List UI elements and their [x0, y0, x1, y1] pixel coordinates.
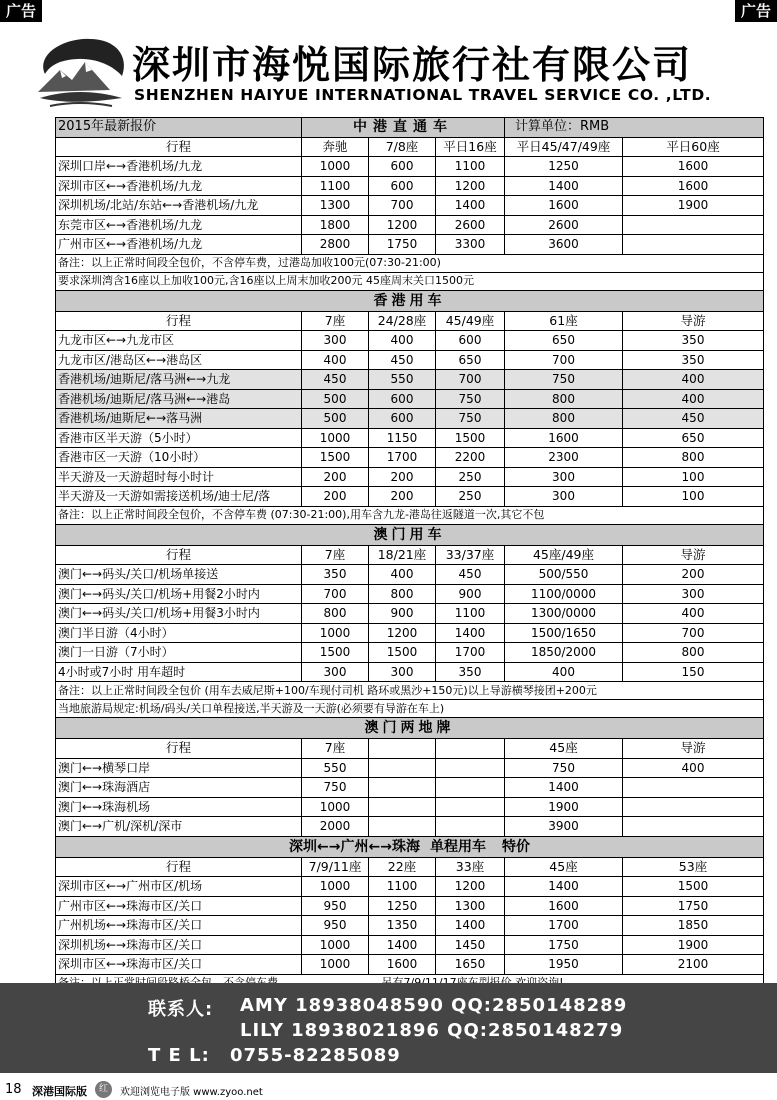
route-cell: 澳门←→广机/深机/深市: [56, 817, 302, 837]
tel-number: 0755-82285089: [230, 1045, 401, 1066]
price-cell: 1000: [302, 955, 369, 975]
price-cell: 1100: [369, 877, 436, 897]
header-row: [56, 739, 764, 759]
price-cell: 550: [369, 370, 436, 390]
note-row: [56, 272, 764, 290]
price-cell: 24/28座: [369, 311, 436, 331]
price-cell: 950: [302, 916, 369, 936]
sz-gz-zh-title: [56, 836, 764, 857]
price-cell: 700: [436, 370, 505, 390]
price-cell: 700: [623, 623, 764, 643]
price-cell: 300: [302, 662, 369, 682]
price-cell: 1100: [436, 157, 505, 177]
route-cell: 广州市区←→珠海市区/关口: [56, 896, 302, 916]
price-cell: 2600: [436, 215, 505, 235]
price-cell: [623, 235, 764, 255]
price-cell: 2300: [505, 448, 623, 468]
route-cell: 香港机场/迪斯尼←→落马洲: [56, 409, 302, 429]
price-cell: [623, 778, 764, 798]
price-cell: 1600: [505, 428, 623, 448]
price-cell: 导游: [623, 739, 764, 759]
price-cell: 300: [505, 487, 623, 507]
price-cell: 1400: [505, 778, 623, 798]
price-cell: 700: [505, 350, 623, 370]
table-row: [56, 409, 764, 429]
price-cell: 1600: [623, 176, 764, 196]
price-cell: 100: [623, 487, 764, 507]
note-row: [56, 506, 764, 524]
price-cell: 33座: [436, 857, 505, 877]
price-cell: 400: [623, 370, 764, 390]
price-cell: 450: [369, 350, 436, 370]
page-footer: [0, 1078, 777, 1100]
price-cell: 400: [505, 662, 623, 682]
table-row: [56, 176, 764, 196]
price-cell: 1700: [369, 448, 436, 468]
price-cell: 7/8座: [369, 137, 436, 157]
price-cell: 61座: [505, 311, 623, 331]
price-cell: 800: [505, 409, 623, 429]
price-cell: 1600: [505, 896, 623, 916]
price-cell: 350: [302, 565, 369, 585]
price-cell: 1900: [505, 797, 623, 817]
price-cell: 1300: [302, 196, 369, 216]
price-cell: 33/37座: [436, 545, 505, 565]
route-cell: 香港机场/迪斯尼/落马洲←→九龙: [56, 370, 302, 390]
price-cell: 900: [436, 584, 505, 604]
price-cell: 7座: [302, 311, 369, 331]
table-row: [56, 662, 764, 682]
table-row: [56, 487, 764, 507]
price-cell: 400: [623, 389, 764, 409]
price-cell: 700: [302, 584, 369, 604]
price-cell: 平日45/47/49座: [505, 137, 623, 157]
header-row: [56, 857, 764, 877]
price-cell: 2200: [436, 448, 505, 468]
price-cell: 750: [302, 778, 369, 798]
table-row: [56, 428, 764, 448]
table-row: [56, 157, 764, 177]
price-cell: 500: [302, 389, 369, 409]
note-text: 当地旅游局规定:机场/码头/关口单程接送,半天游及一天游(必须要有导游在车上): [56, 700, 764, 718]
price-cell: 18/21座: [369, 545, 436, 565]
price-cell: 750: [505, 758, 623, 778]
price-cell: 150: [623, 662, 764, 682]
price-cell: 1850: [623, 916, 764, 936]
price-cell: 1000: [302, 935, 369, 955]
price-cell: 400: [302, 350, 369, 370]
price-cell: 1650: [436, 955, 505, 975]
price-cell: 1400: [369, 935, 436, 955]
route-cell: 澳门一日游（7小时）: [56, 643, 302, 663]
table-row: [56, 935, 764, 955]
price-cell: [436, 778, 505, 798]
route-cell: 行程: [56, 137, 302, 157]
price-cell: 奔驰: [302, 137, 369, 157]
price-cell: 45/49座: [436, 311, 505, 331]
price-cell: 1700: [436, 643, 505, 663]
header-row: [56, 311, 764, 331]
note-text: 备注：以上正常时间段全包价，不含停车费 (07:30-21:00),用车含九龙-港岛往返隧道一次,其它不包: [56, 506, 764, 524]
price-cell: [436, 739, 505, 759]
note-row: [56, 682, 764, 700]
website-text[interactable]: 欢迎浏览电子版 www.zyoo.net: [120, 1087, 263, 1098]
price-cell: 400: [369, 331, 436, 351]
price-cell: 1200: [436, 877, 505, 897]
table-row: [56, 235, 764, 255]
company-name-cn: 深圳市海悦国际旅行社有限公司: [132, 43, 693, 87]
hk-band: [56, 290, 764, 311]
route-cell: 澳门←→码头/关口/机场+用餐2小时内: [56, 584, 302, 604]
price-cell: 300: [505, 467, 623, 487]
price-cell: 53座: [623, 857, 764, 877]
table-row: [56, 623, 764, 643]
contact-lily: LILY 18938021896 QQ:2850148279: [240, 1020, 624, 1041]
price-cell: [436, 817, 505, 837]
route-cell: 行程: [56, 739, 302, 759]
price-cell: 650: [505, 331, 623, 351]
price-cell: 600: [436, 331, 505, 351]
price-cell: 1500: [623, 877, 764, 897]
sz-gz-zh-band: [56, 836, 764, 857]
band-tag: 特价: [501, 838, 530, 855]
price-cell: 450: [436, 565, 505, 585]
price-cell: 1250: [369, 896, 436, 916]
price-cell: 500: [302, 409, 369, 429]
note-row: [56, 700, 764, 718]
route-cell: 九龙市区←→九龙市区: [56, 331, 302, 351]
mountain-logo-icon: [30, 32, 130, 112]
header-row: [56, 137, 764, 157]
route-cell: 香港市区一天游（10小时）: [56, 448, 302, 468]
price-cell: 400: [369, 565, 436, 585]
price-cell: 1350: [369, 916, 436, 936]
table-row: [56, 817, 764, 837]
price-cell: 7座: [302, 739, 369, 759]
route-cell: 广州市区←→香港机场/九龙: [56, 235, 302, 255]
price-cell: 950: [302, 896, 369, 916]
tel-label: T E L:: [148, 1045, 210, 1066]
table-row: [56, 778, 764, 798]
route-cell: 澳门半日游（4小时）: [56, 623, 302, 643]
note-row: [56, 254, 764, 272]
price-cell: 550: [302, 758, 369, 778]
page-number: 18: [5, 1082, 22, 1097]
price-cell: [369, 739, 436, 759]
macau-band: [56, 524, 764, 545]
price-cell: 1600: [369, 955, 436, 975]
price-cell: [436, 758, 505, 778]
price-cell: 500/550: [505, 565, 623, 585]
price-cell: 300: [302, 331, 369, 351]
route-cell: 深圳市区←→广州市区/机场: [56, 877, 302, 897]
price-cell: 300: [623, 584, 764, 604]
price-cell: 1150: [369, 428, 436, 448]
note-text: 备注：以上正常时间段全包价 (用车去威尼斯+100/车现付司机 路环或黑沙+150元)以上导游横琴接团+200元: [56, 682, 764, 700]
price-cell: 平日60座: [623, 137, 764, 157]
route-cell: 九龙市区/港岛区←→港岛区: [56, 350, 302, 370]
price-cell: 1100/0000: [505, 584, 623, 604]
price-cell: 1300/0000: [505, 604, 623, 624]
ad-tag-right: 广告: [735, 0, 777, 22]
table-row: [56, 467, 764, 487]
table-row: [56, 331, 764, 351]
route-cell: 半天游及一天游如需接送机场/迪士尼/落: [56, 487, 302, 507]
price-cell: 1400: [505, 877, 623, 897]
price-cell: 1000: [302, 877, 369, 897]
price-cell: 800: [302, 604, 369, 624]
price-cell: 1750: [505, 935, 623, 955]
price-cell: 1500/1650: [505, 623, 623, 643]
price-cell: 1000: [302, 623, 369, 643]
table-row: [56, 370, 764, 390]
price-cell: 1900: [623, 935, 764, 955]
band-route: 深圳←→广州←→珠海: [289, 838, 420, 855]
macau-plate-band-title: 澳门两地牌: [56, 718, 764, 739]
price-cell: 3900: [505, 817, 623, 837]
price-cell: 300: [369, 662, 436, 682]
route-cell: 香港市区半天游（5小时）: [56, 428, 302, 448]
price-cell: 1400: [436, 916, 505, 936]
price-cell: 1400: [436, 196, 505, 216]
price-cell: 1400: [505, 176, 623, 196]
currency-unit: 计算单位：RMB: [505, 118, 764, 138]
price-table: [55, 117, 764, 993]
price-cell: 1750: [369, 235, 436, 255]
table-row: [56, 389, 764, 409]
price-cell: [436, 797, 505, 817]
price-cell: 650: [436, 350, 505, 370]
contact-amy: AMY 18938048590 QQ:2850148289: [240, 995, 628, 1016]
price-cell: 400: [623, 604, 764, 624]
price-cell: 22座: [369, 857, 436, 877]
route-cell: 澳门←→珠海酒店: [56, 778, 302, 798]
price-cell: 1200: [369, 215, 436, 235]
price-cell: 2000: [302, 817, 369, 837]
price-cell: 750: [436, 389, 505, 409]
price-cell: 导游: [623, 545, 764, 565]
price-cell: [623, 817, 764, 837]
route-cell: 香港机场/迪斯尼/落马洲←→港岛: [56, 389, 302, 409]
price-cell: 1450: [436, 935, 505, 955]
price-cell: 750: [436, 409, 505, 429]
route-cell: 澳门←→横琴口岸: [56, 758, 302, 778]
price-cell: 1500: [302, 448, 369, 468]
note-text: 要求深圳湾含16座以上加收100元,含16座以上周末加收200元 45座周末关口1500元: [56, 272, 764, 290]
price-cell: 1250: [505, 157, 623, 177]
price-cell: 350: [623, 350, 764, 370]
edition-name: 深港国际版: [32, 1085, 87, 1098]
header-row: [56, 545, 764, 565]
route-cell: 澳门←→码头/关口/机场单接送: [56, 565, 302, 585]
route-cell: 深圳机场←→珠海市区/关口: [56, 935, 302, 955]
price-cell: 650: [623, 428, 764, 448]
price-cell: 1700: [505, 916, 623, 936]
price-cell: 平日16座: [436, 137, 505, 157]
price-cell: 450: [302, 370, 369, 390]
hk-band-title: 香港用车: [56, 290, 764, 311]
price-cell: 200: [369, 467, 436, 487]
price-cell: 200: [623, 565, 764, 585]
price-cell: 7/9/11座: [302, 857, 369, 877]
company-name-en: SHENZHEN HAIYUE INTERNATIONAL TRAVEL SERVICE CO. ,LTD.: [134, 86, 712, 104]
macau-band-title: 澳门用车: [56, 524, 764, 545]
ad-tag-left: 广告: [0, 0, 42, 22]
price-cell: 200: [302, 467, 369, 487]
table-row: [56, 916, 764, 936]
route-cell: 行程: [56, 545, 302, 565]
price-cell: 2100: [623, 955, 764, 975]
price-cell: 600: [369, 389, 436, 409]
table-row: [56, 955, 764, 975]
price-cell: [369, 817, 436, 837]
price-cell: 250: [436, 487, 505, 507]
route-cell: 深圳市区←→珠海市区/关口: [56, 955, 302, 975]
table-row: [56, 604, 764, 624]
price-cell: 600: [369, 157, 436, 177]
price-cell: 750: [505, 370, 623, 390]
price-cell: 1900: [623, 196, 764, 216]
route-cell: 4小时或7小时 用车超时: [56, 662, 302, 682]
price-cell: 600: [369, 409, 436, 429]
price-cell: 250: [436, 467, 505, 487]
price-cell: 1750: [623, 896, 764, 916]
route-cell: 深圳口岸←→香港机场/九龙: [56, 157, 302, 177]
price-cell: 1600: [505, 196, 623, 216]
edition-badge-icon: 红: [95, 1081, 112, 1098]
band-type: 单程用车: [429, 838, 486, 855]
price-cell: 800: [623, 643, 764, 663]
route-cell: 深圳市区←→香港机场/九龙: [56, 176, 302, 196]
contact-panel: [0, 983, 777, 1073]
price-cell: 2800: [302, 235, 369, 255]
table-row: [56, 643, 764, 663]
route-cell: 澳门←→码头/关口/机场+用餐3小时内: [56, 604, 302, 624]
table-row: [56, 896, 764, 916]
price-cell: 1000: [302, 428, 369, 448]
price-cell: 1200: [369, 623, 436, 643]
price-cell: [369, 778, 436, 798]
price-cell: 1000: [302, 797, 369, 817]
table-row: [56, 584, 764, 604]
route-cell: 广州机场←→珠海市区/关口: [56, 916, 302, 936]
price-cell: 1950: [505, 955, 623, 975]
price-cell: 200: [369, 487, 436, 507]
company-header: [30, 30, 750, 114]
price-cell: 200: [302, 487, 369, 507]
price-cell: 1500: [369, 643, 436, 663]
route-cell: 半天游及一天游超时每小时计: [56, 467, 302, 487]
price-cell: 100: [623, 467, 764, 487]
price-cell: 导游: [623, 311, 764, 331]
note-text: 备注：以上正常时间段全包价，不含停车费，过港岛加收100元(07:30-21:00): [56, 254, 764, 272]
price-cell: 2600: [505, 215, 623, 235]
price-cell: 800: [623, 448, 764, 468]
price-cell: 45座: [505, 739, 623, 759]
price-cell: 1500: [302, 643, 369, 663]
price-cell: 1100: [302, 176, 369, 196]
price-cell: 800: [369, 584, 436, 604]
table-row: [56, 215, 764, 235]
price-cell: [369, 758, 436, 778]
route-cell: 行程: [56, 311, 302, 331]
price-cell: 1850/2000: [505, 643, 623, 663]
price-cell: 600: [369, 176, 436, 196]
table-row: [56, 877, 764, 897]
price-cell: 450: [623, 409, 764, 429]
price-cell: 1300: [436, 896, 505, 916]
route-cell: 澳门←→珠海机场: [56, 797, 302, 817]
price-cell: 1600: [623, 157, 764, 177]
price-cell: 3300: [436, 235, 505, 255]
price-cell: 7座: [302, 545, 369, 565]
price-cell: 350: [623, 331, 764, 351]
table-row: [56, 797, 764, 817]
price-cell: 45座/49座: [505, 545, 623, 565]
route-cell: 行程: [56, 857, 302, 877]
price-cell: 700: [369, 196, 436, 216]
price-cell: 45座: [505, 857, 623, 877]
price-cell: 3600: [505, 235, 623, 255]
price-cell: 400: [623, 758, 764, 778]
price-cell: 350: [436, 662, 505, 682]
contact-label: 联系人:: [148, 999, 214, 1020]
price-table-area: [55, 117, 763, 993]
price-cell: 1500: [436, 428, 505, 448]
top-bar: [56, 118, 764, 138]
price-cell: 1800: [302, 215, 369, 235]
table-row: [56, 350, 764, 370]
price-cell: [369, 797, 436, 817]
table-row: [56, 448, 764, 468]
price-cell: 1400: [436, 623, 505, 643]
route-cell: 深圳机场/北站/东站←→香港机场/九龙: [56, 196, 302, 216]
table-row: [56, 758, 764, 778]
price-cell: 800: [505, 389, 623, 409]
price-cell: [623, 797, 764, 817]
quote-year: 2015年最新报价: [56, 118, 302, 138]
macau-plate-band: [56, 718, 764, 739]
price-cell: 1100: [436, 604, 505, 624]
price-cell: 1000: [302, 157, 369, 177]
price-cell: 900: [369, 604, 436, 624]
table-row: [56, 196, 764, 216]
table-row: [56, 565, 764, 585]
price-cell: 1200: [436, 176, 505, 196]
section-title: 中港直通车: [302, 118, 505, 138]
price-cell: [623, 215, 764, 235]
route-cell: 东莞市区←→香港机场/九龙: [56, 215, 302, 235]
